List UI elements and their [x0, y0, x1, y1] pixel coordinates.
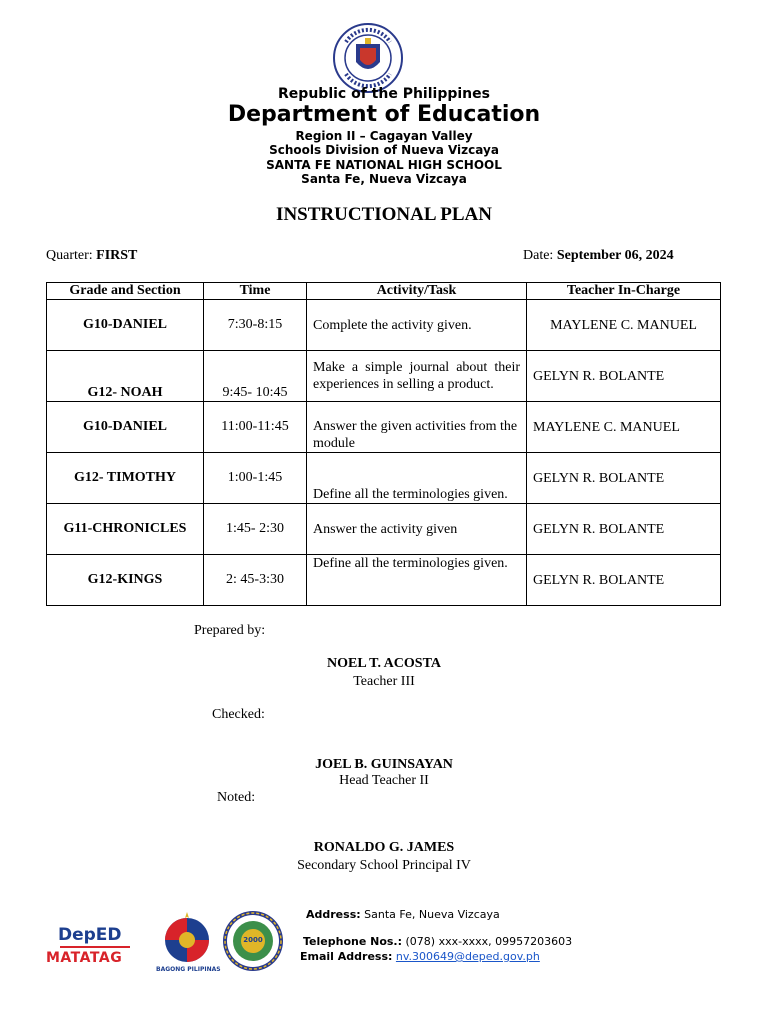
date-field: [523, 248, 674, 264]
date-label: Date:: [523, 248, 554, 263]
time-cell: 11:00-11:45: [204, 402, 307, 453]
time-cell: 9:45- 10:45: [204, 351, 307, 402]
deped-wordmark: DepED: [58, 925, 122, 945]
quarter-field: [46, 248, 137, 264]
activity-cell: Answer the activity given: [307, 504, 527, 555]
header-teacher: Teacher In-Charge: [527, 283, 721, 300]
table-row: [47, 351, 721, 402]
footer-email: [300, 950, 540, 963]
grade-cell: G12-KINGS: [47, 555, 204, 606]
activity-cell: Define all the terminologies given.: [307, 453, 527, 504]
department-heading: Department of Education: [227, 102, 541, 127]
header-time: Time: [204, 283, 307, 300]
bagong-pilipinas-logo: [156, 910, 221, 982]
deped-matatag-logo: [46, 926, 154, 980]
phone-label: Telephone Nos.:: [303, 935, 403, 948]
seal-year: 2000: [243, 936, 263, 944]
activity-cell: Complete the activity given.: [307, 300, 527, 351]
email-label: Email Address:: [300, 950, 393, 963]
table-row: [47, 504, 721, 555]
teacher-cell: MAYLENE C. MANUEL: [527, 300, 721, 351]
grade-cell: G10-DANIEL: [47, 300, 204, 351]
prepared-by-position: Teacher III: [353, 674, 415, 689]
time-cell: 1:45- 2:30: [204, 504, 307, 555]
time-cell: 7:30-8:15: [204, 300, 307, 351]
footer-address: [306, 908, 500, 921]
prepared-by-name: NOEL T. ACOSTA: [327, 656, 441, 671]
noted-by-label: Noted:: [217, 790, 256, 805]
table-row: [47, 555, 721, 606]
prepared-by-label: Prepared by:: [194, 623, 266, 638]
republic-heading: Republic of the Philippines: [278, 86, 490, 102]
teacher-cell: MAYLENE C. MANUEL: [527, 402, 721, 453]
instructional-plan-table: [46, 282, 721, 606]
school-line: SANTA FE NATIONAL HIGH SCHOOL: [266, 158, 502, 172]
time-cell: 2: 45-3:30: [204, 555, 307, 606]
checked-by-name: JOEL B. GUINSAYAN: [315, 757, 453, 772]
footer-phone: [303, 935, 572, 948]
header-activity: Activity/Task: [307, 283, 527, 300]
quarter-value: FIRST: [96, 248, 138, 263]
checked-by-position: Head Teacher II: [339, 773, 429, 788]
table-row: [47, 453, 721, 504]
table-row: [47, 300, 721, 351]
activity-cell: Define all the terminologies given.: [307, 555, 527, 606]
teacher-cell: GELYN R. BOLANTE: [527, 351, 721, 402]
date-value: September 06, 2024: [556, 248, 674, 263]
quarter-label: Quarter:: [46, 248, 93, 263]
table-row: [47, 402, 721, 453]
address-label: Address:: [306, 908, 361, 921]
time-cell: 1:00-1:45: [204, 453, 307, 504]
header-grade-section: Grade and Section: [47, 283, 204, 300]
bagong-pilipinas-text: BAGONG PILIPINAS: [156, 966, 221, 973]
grade-cell: G12- NOAH: [47, 351, 204, 402]
teacher-cell: GELYN R. BOLANTE: [527, 453, 721, 504]
school-seal-logo: [222, 910, 284, 972]
activity-cell: Make a simple journal about their experiences in selling a product.: [307, 351, 527, 402]
grade-cell: G12- TIMOTHY: [47, 453, 204, 504]
location-line: Santa Fe, Nueva Vizcaya: [301, 172, 467, 186]
checked-by-label: Checked:: [212, 707, 265, 722]
region-line: Region II – Cagayan Valley: [295, 129, 473, 143]
grade-cell: G11-CHRONICLES: [47, 504, 204, 555]
document-title: INSTRUCTIONAL PLAN: [276, 204, 492, 225]
phone-value: (078) xxx-xxxx, 09957203603: [405, 935, 573, 948]
division-line: Schools Division of Nueva Vizcaya: [269, 143, 499, 157]
noted-by-position: Secondary School Principal IV: [297, 858, 471, 873]
table-header-row: [47, 283, 721, 300]
logo-divider: [60, 946, 130, 948]
email-link[interactable]: nv.300649@deped.gov.ph: [395, 950, 540, 963]
teacher-cell: GELYN R. BOLANTE: [527, 555, 721, 606]
noted-by-name: RONALDO G. JAMES: [313, 840, 455, 855]
address-value: Santa Fe, Nueva Vizcaya: [364, 908, 500, 921]
deped-seal-logo: [332, 22, 404, 94]
matatag-wordmark: MATATAG: [46, 950, 123, 966]
activity-cell: Answer the given activities from the module: [307, 402, 527, 453]
grade-cell: G10-DANIEL: [47, 402, 204, 453]
teacher-cell: GELYN R. BOLANTE: [527, 504, 721, 555]
